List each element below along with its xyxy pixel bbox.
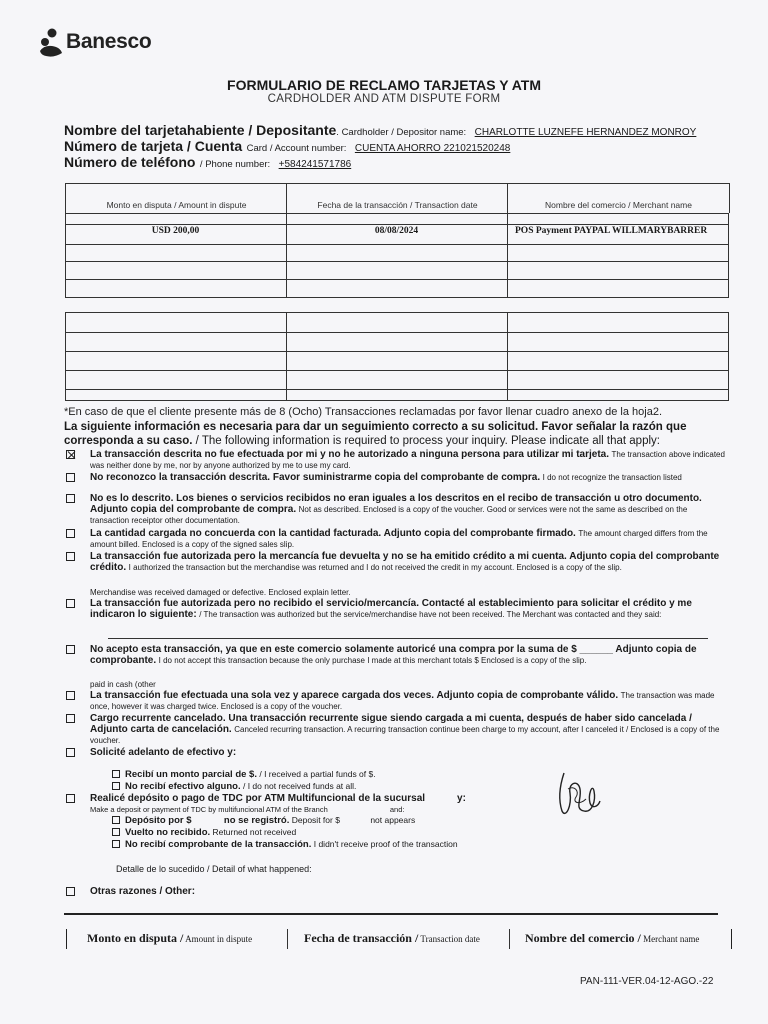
deposit-item1-sub: Returned not received (212, 827, 297, 837)
checkbox[interactable] (66, 794, 75, 803)
option-3-bold: La cantidad cargada no concuerda con la cantidad facturada. Adjunto copia del comprobante firmado. (90, 528, 576, 539)
deposit-item2-bold: No recibí comprobante de la transacción. (125, 839, 312, 850)
instructions-bold: La siguiente información es necesaria para dar un seguimiento correcto a su solicitud. Favor señalar la razón que corresponda a su caso. (64, 421, 687, 447)
footer-merchant-bold: Nombre del comercio / (525, 931, 641, 945)
option-9-sub: The transaction was made once, however it was charged twice. Enclosed is a copy of the voucher. (90, 691, 715, 711)
blank-line (108, 638, 708, 639)
cash-partial-bold: Recibí un monto parcial de $. (125, 769, 257, 780)
other-label: Otras razones / Other: (90, 886, 196, 897)
option-9-bold: La transacción fue efectuada una sola vez y aparece cargada dos veces. Adjunto copia de comprobante válido. (90, 690, 619, 701)
option-10-bold: Cargo recurrente cancelado. Una transacción recurrente sigue siendo cargada a mi cuenta, después de haber sido cancelada / Adjunto carta de cancelación. (90, 713, 692, 735)
card-label: Número de tarjeta / Cuenta (64, 138, 243, 154)
deposit-sub (90, 805, 404, 814)
annex-note: *En caso de que el cliente presente más de 8 (Ocho) Transacciones reclamadas por favor llenar cuadro anexo de la hoja2. (64, 406, 663, 418)
checkbox[interactable] (112, 816, 120, 824)
option-7-bold: No acepto esta transacción, ya que en este comercio solamente autoricé una compra por la suma de $ ______ Adjunto copia de comprobante. (90, 644, 697, 666)
deposit-item-change[interactable] (112, 827, 296, 838)
row1-amount[interactable]: USD 200,00 (151, 226, 200, 236)
deposit-item0-tail: not appears (370, 815, 416, 825)
holder-small-label: . Cardholder / Depositor name: (336, 127, 467, 138)
option-paid-cash (66, 679, 726, 690)
signature-icon (550, 765, 610, 820)
deposit-item0-mid: no se registró. (223, 815, 290, 826)
checkbox-checked[interactable] (66, 450, 75, 459)
option-recurring[interactable] (66, 713, 726, 746)
checkbox[interactable] (66, 691, 75, 700)
table-header-row (65, 183, 730, 213)
cash-partial-sub: / I received a partial funds of $. (259, 769, 376, 779)
option-10-sub: Canceled recurring transaction. A recurring transaction continue been charge to my account, after I canceled it / Enclosed is a copy of the voucher. (90, 725, 720, 745)
cash-sub-none[interactable] (112, 781, 356, 792)
checkbox[interactable] (112, 770, 120, 778)
option-2-bold: No es lo descrito. Los bienes o servicios recibidos no eran iguales a los descritos en el recibo de transacción u otro documento. Adjunto copia del comprobante de compra. (90, 493, 702, 515)
deposit-item-no-proof[interactable] (112, 839, 458, 850)
option-11-bold: Solicité adelanto de efectivo y: (90, 747, 237, 758)
checkbox[interactable] (66, 473, 75, 482)
checkbox[interactable] (66, 599, 75, 608)
phone-value[interactable]: +584241571786 (278, 159, 352, 170)
banesco-logo-icon (38, 27, 64, 57)
option-other[interactable] (66, 886, 726, 897)
deposit-item-not-registered[interactable] (112, 815, 415, 826)
option-1-sub: I do not recognize the transaction listed (542, 473, 682, 482)
option-1-bold: No reconozco la transacción descrita. Favor suministrarme copia del comprobante de compra. (90, 472, 541, 483)
deposit-sub-text: Make a deposit or payment of TDC by multifuncional ATM of the Branch (90, 805, 328, 814)
form-code: PAN-111-VER.04-12-AGO.-22 (580, 976, 714, 987)
option-returned-no-credit[interactable] (66, 551, 726, 573)
detail-label: Detalle de lo sucedido / Detail of what happened: (116, 864, 312, 874)
footer-date (304, 931, 480, 946)
cash-none-sub: / I do not received funds at all. (242, 781, 357, 791)
footer-amount-small: Amount in dispute (185, 934, 253, 944)
option-damaged (66, 587, 726, 598)
brand-name: Banesco (66, 30, 152, 53)
holder-value[interactable]: CHARLOTTE LUZNEFE HERNANDEZ MONROY (474, 127, 697, 138)
footer-table (66, 929, 732, 949)
row1-date[interactable]: 08/08/2024 (374, 226, 419, 236)
checkbox[interactable] (66, 748, 75, 757)
card-small-label: Card / Account number: (246, 143, 347, 154)
checkbox[interactable] (66, 887, 75, 896)
phone-field (64, 154, 351, 172)
header-merchant: Nombre del comercio / Merchant name (545, 200, 692, 210)
checkbox[interactable] (66, 529, 75, 538)
phone-small-label: / Phone number: (199, 159, 271, 170)
option-7-sub: I do not accept this transaction because the only purchase I made at this merchant totals $ Enclosed is a copy of the slip. (158, 656, 587, 665)
footer-date-bold: Fecha de transacción / (304, 931, 419, 945)
header-date: Fecha de la transacción / Transaction date (317, 200, 478, 210)
header-amount: Monto en disputa / Amount in dispute (106, 200, 247, 210)
card-value[interactable]: CUENTA AHORRO 221021520248 (354, 143, 511, 154)
instructions (64, 420, 726, 448)
checkbox[interactable] (66, 714, 75, 723)
footer-amount-bold: Monto en disputa / (87, 931, 184, 945)
option-0-bold: La transacción descrita no fue efectuada por mi y no he autorizado a ninguna persona para utilizar mi tarjeta. (90, 449, 610, 460)
option-4-sub: I authorized the transaction but the merchandise was returned and I do not received the credit in my account. Enclosed is a copy of the slip. (128, 563, 622, 572)
footer-merchant (525, 931, 699, 946)
option-not-as-described[interactable] (66, 493, 726, 526)
option-single-purchase[interactable] (66, 644, 726, 666)
checkbox[interactable] (66, 645, 75, 654)
checkbox[interactable] (66, 552, 75, 561)
option-not-authorized[interactable] (66, 449, 726, 471)
option-2-sub: Not as described. Enclosed is a copy of the voucher. Good or services were not the same as described on the transaction receiptor other documentation. (90, 505, 688, 525)
footer-amount (87, 931, 252, 946)
deposit-bold: Realicé depósito o pago de TDC por ATM Multifuncional de la sucursal (90, 793, 426, 804)
option-4-bold: La transacción fue autorizada pero la mercancía fue devuelta y no se ha emitido crédito a mi cuenta. Adjunto copia del comprobante crédito. (90, 551, 720, 573)
option-deposit[interactable] (66, 793, 726, 804)
row1-merchant[interactable]: POS Payment PAYPAL WILLMARYBARRER (515, 226, 708, 236)
checkbox[interactable] (112, 840, 120, 848)
deposit-item2-sub: I didn't receive proof of the transaction (313, 839, 458, 849)
option-not-received[interactable] (66, 598, 726, 620)
checkbox[interactable] (112, 782, 120, 790)
option-amount-differs[interactable] (66, 528, 726, 550)
deposit-sub-and: and: (389, 805, 405, 814)
option-0-sub: The transaction above indicated was neither done by me, nor by anyone authorized by me to use my card. (90, 450, 725, 470)
checkbox[interactable] (66, 494, 75, 503)
deposit-suffix: y: (457, 793, 466, 804)
footer-divider (64, 913, 718, 915)
instructions-normal: / The following information is required to process your inquiry. Please indicate all that apply: (195, 435, 660, 447)
option-6-bold: La transacción fue autorizada pero no recibido el servicio/mercancía. Contacté al establecimiento para solicitar el crédito y me indicaron lo siguiente: (90, 598, 692, 620)
banesco-logo (38, 26, 151, 58)
option-3-sub: The amount charged differs from the amount billed. Enclosed is a copy of the signed sales slip. (90, 529, 708, 549)
footer-merchant-small: Merchant name (643, 934, 700, 944)
option-cash-advance[interactable] (66, 747, 726, 758)
form-title: FORMULARIO DE RECLAMO TARJETAS Y ATM (227, 77, 541, 93)
form-subtitle: CARDHOLDER AND ATM DISPUTE FORM (267, 93, 501, 105)
option-6-sub: / The transaction was authorized but the service/merchandise have not been received. The Merchant was contacted and they said: (199, 610, 662, 619)
cash-sub-partial[interactable] (112, 769, 376, 780)
deposit-item0-sub: Deposit for $ (291, 815, 340, 825)
option-5-sub: Merchandise was received damaged or defective. Enclosed explain letter. (90, 588, 351, 597)
footer-date-small: Transaction date (420, 934, 480, 944)
phone-label: Número de teléfono (64, 154, 196, 170)
cash-none-bold: No recibí efectivo alguno. (125, 781, 241, 792)
option-8-sub: paid in cash (other (90, 680, 156, 689)
option-charged-twice[interactable] (66, 690, 726, 712)
option-not-recognized[interactable] (66, 472, 726, 483)
deposit-item0-bold: Depósito por $ (125, 815, 192, 826)
holder-label: Nombre del tarjetahabiente / Depositante (64, 122, 337, 138)
checkbox[interactable] (112, 828, 120, 836)
deposit-item1-bold: Vuelto no recibido. (125, 827, 211, 838)
